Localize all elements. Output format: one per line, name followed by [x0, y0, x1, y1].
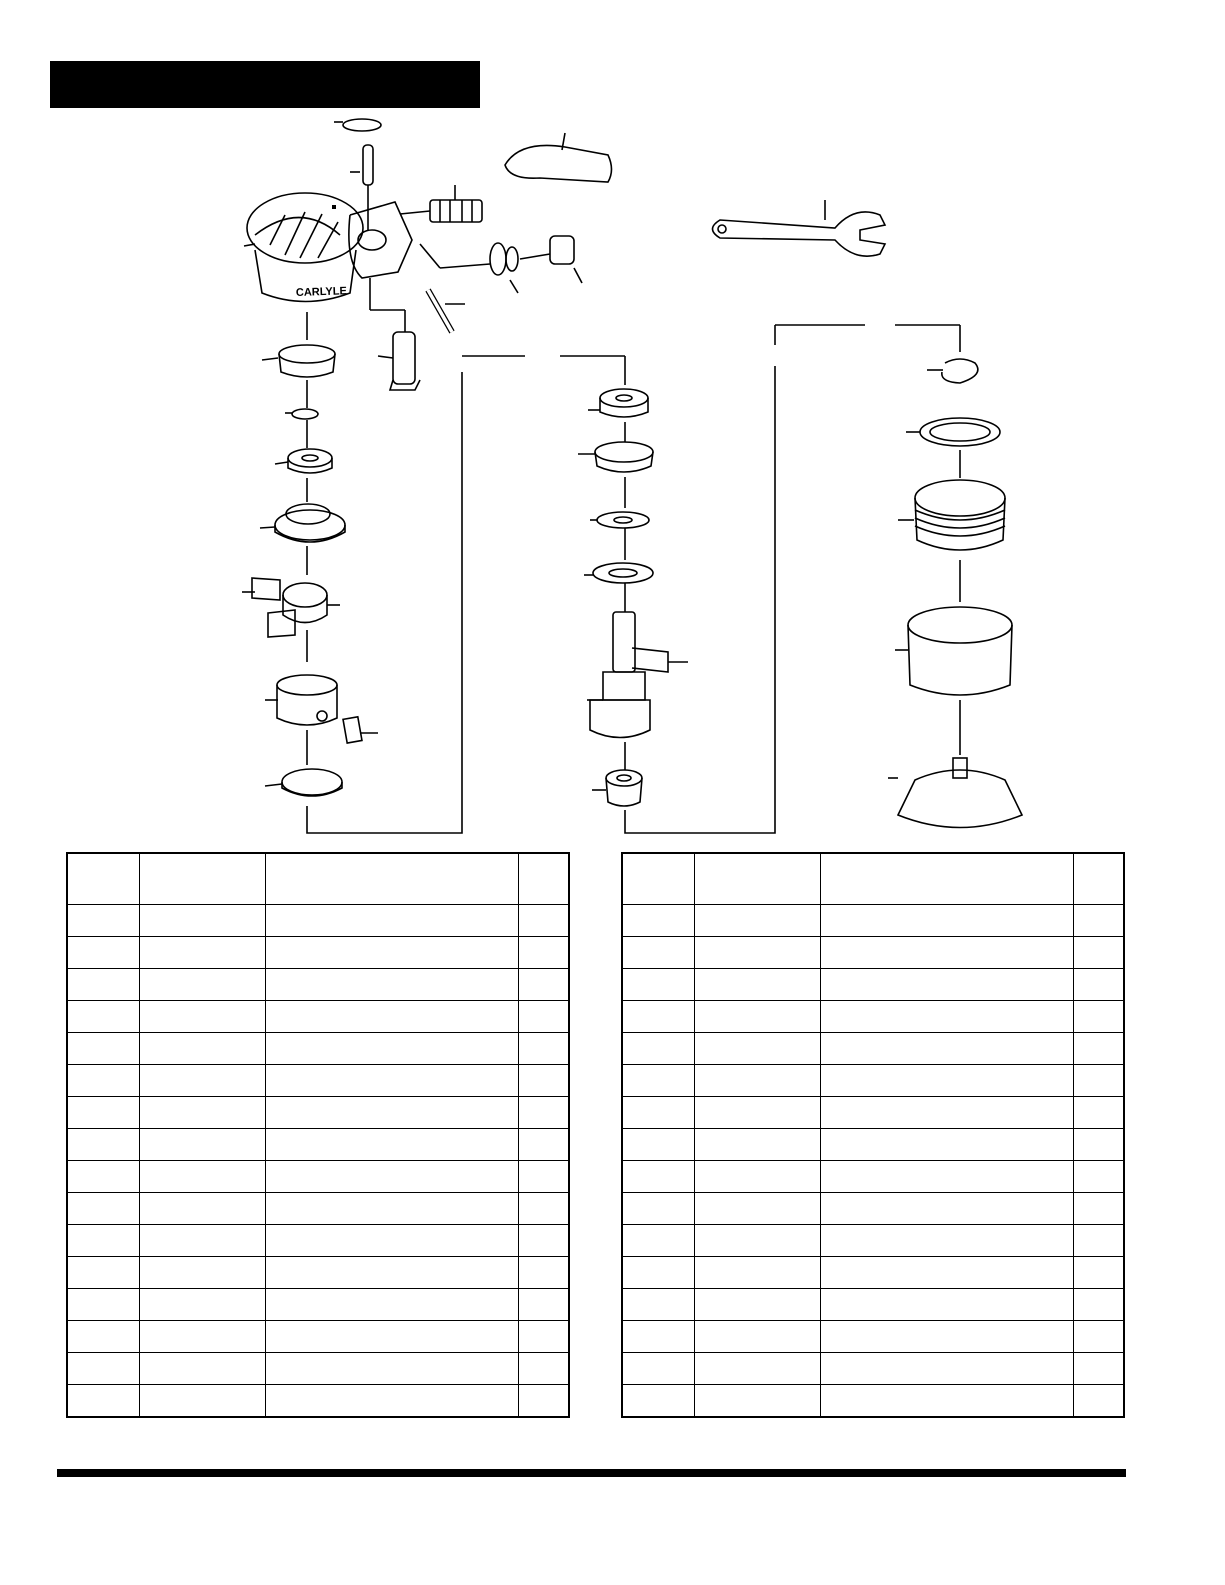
col-header — [695, 853, 820, 905]
valve-stem-part — [363, 145, 373, 185]
table-row — [622, 1289, 1124, 1321]
table-cell — [67, 1385, 140, 1418]
table-cell — [265, 905, 518, 937]
col-header — [140, 853, 265, 905]
table-row — [67, 1129, 569, 1161]
table-cell — [1073, 1289, 1124, 1321]
table-cell — [140, 1097, 265, 1129]
table-row — [67, 1001, 569, 1033]
brand-label: CARLYLE — [295, 285, 348, 299]
table-cell — [820, 1257, 1073, 1289]
mid-bearing-part — [600, 389, 648, 407]
table-row — [67, 969, 569, 1001]
wrench-part — [713, 212, 886, 256]
spacer-part — [593, 563, 653, 583]
table-cell — [695, 1225, 820, 1257]
table-cell — [140, 1385, 265, 1418]
rear-plate-part — [282, 769, 342, 795]
table-cell — [820, 1033, 1073, 1065]
table-cell — [67, 1225, 140, 1257]
table-cell — [518, 1225, 569, 1257]
table-cell — [695, 1385, 820, 1418]
o-ring-part — [343, 119, 381, 131]
air-inlet-part — [430, 200, 482, 222]
col-header — [820, 853, 1073, 905]
parts-table-left — [66, 852, 570, 1418]
table-cell — [265, 1353, 518, 1385]
table-cell — [695, 937, 820, 969]
table-cell — [622, 1033, 695, 1065]
table-header-row — [67, 853, 569, 905]
small-o-ring-part — [292, 409, 318, 419]
table-cell — [622, 1193, 695, 1225]
table-cell — [140, 1161, 265, 1193]
table-cell — [265, 1065, 518, 1097]
table-cell — [67, 1129, 140, 1161]
table-cell — [518, 1161, 569, 1193]
snap-ring-part — [942, 359, 978, 383]
table-cell — [1073, 1097, 1124, 1129]
table-cell — [622, 1097, 695, 1129]
table-cell — [67, 1257, 140, 1289]
table-cell — [140, 1033, 265, 1065]
table-row — [67, 937, 569, 969]
table-cell — [1073, 1321, 1124, 1353]
table-cell — [518, 905, 569, 937]
table-cell — [820, 969, 1073, 1001]
table-row — [622, 1129, 1124, 1161]
table-cell — [622, 1001, 695, 1033]
table-cell — [622, 1353, 695, 1385]
table-cell — [518, 1001, 569, 1033]
table-cell — [1073, 905, 1124, 937]
table-row — [622, 1065, 1124, 1097]
col-header — [265, 853, 518, 905]
table-row — [622, 905, 1124, 937]
table-cell — [622, 1129, 695, 1161]
table-cell — [622, 905, 695, 937]
table-cell — [1073, 1353, 1124, 1385]
table-cell — [518, 1289, 569, 1321]
table-cell — [67, 1353, 140, 1385]
table-header-row — [622, 853, 1124, 905]
table-cell — [518, 937, 569, 969]
rotor-part — [283, 583, 327, 607]
key-part — [343, 717, 362, 743]
table-cell — [67, 1289, 140, 1321]
parts-table-right — [621, 852, 1125, 1418]
table-cell — [265, 1257, 518, 1289]
table-cell — [140, 1001, 265, 1033]
table-cell — [518, 1097, 569, 1129]
table-cell — [820, 1353, 1073, 1385]
table-cell — [67, 1097, 140, 1129]
throttle-valve-part — [393, 332, 415, 384]
table-cell — [622, 1065, 695, 1097]
table-row — [67, 1225, 569, 1257]
table-cell — [67, 937, 140, 969]
table-cell — [820, 1385, 1073, 1418]
table-cell — [1073, 1065, 1124, 1097]
table-cell — [622, 1385, 695, 1418]
bearing-ring-part — [279, 345, 335, 363]
table-cell — [695, 1321, 820, 1353]
washer-part — [597, 512, 649, 528]
table-row — [67, 1289, 569, 1321]
table-row — [622, 1225, 1124, 1257]
table-cell — [820, 1193, 1073, 1225]
table-cell — [518, 1193, 569, 1225]
table-cell — [140, 1193, 265, 1225]
table-cell — [695, 905, 820, 937]
shroud-part — [908, 607, 1012, 643]
table-cell — [820, 1321, 1073, 1353]
table-cell — [67, 1065, 140, 1097]
table-cell — [140, 1353, 265, 1385]
table-row — [67, 1385, 569, 1418]
table-row — [67, 1257, 569, 1289]
table-row — [622, 1353, 1124, 1385]
col-header — [1073, 853, 1124, 905]
spindle-part — [613, 612, 635, 672]
table-cell — [518, 1257, 569, 1289]
table-cell — [518, 1065, 569, 1097]
cylinder-part — [277, 675, 337, 695]
table-cell — [622, 1225, 695, 1257]
table-cell — [265, 1321, 518, 1353]
table-cell — [265, 1193, 518, 1225]
table-cell — [695, 1033, 820, 1065]
table-cell — [1073, 937, 1124, 969]
table-cell — [820, 937, 1073, 969]
vane-part — [252, 578, 280, 600]
table-cell — [1073, 1129, 1124, 1161]
table-row — [622, 1257, 1124, 1289]
table-cell — [695, 1257, 820, 1289]
table-cell — [518, 1353, 569, 1385]
table-cell — [265, 1129, 518, 1161]
cap-part — [550, 236, 574, 264]
threaded-ring-part — [915, 480, 1005, 516]
table-row — [622, 1161, 1124, 1193]
table-cell — [1073, 1257, 1124, 1289]
table-row — [622, 1097, 1124, 1129]
label-tag-part — [505, 145, 612, 182]
table-cell — [695, 1001, 820, 1033]
table-cell — [1073, 1193, 1124, 1225]
table-cell — [695, 1065, 820, 1097]
table-cell — [622, 1257, 695, 1289]
col-header — [622, 853, 695, 905]
table-row — [67, 1193, 569, 1225]
table-cell — [518, 969, 569, 1001]
table-cell — [140, 1225, 265, 1257]
table-cell — [820, 1001, 1073, 1033]
table-cell — [265, 1289, 518, 1321]
table-cell — [622, 969, 695, 1001]
table-cell — [518, 1033, 569, 1065]
table-cell — [67, 905, 140, 937]
table-cell — [820, 1065, 1073, 1097]
table-row — [67, 1033, 569, 1065]
table-cell — [518, 1321, 569, 1353]
table-row — [622, 969, 1124, 1001]
table-cell — [622, 1321, 695, 1353]
table-cell — [140, 969, 265, 1001]
table-cell — [265, 1385, 518, 1418]
table-row — [67, 1321, 569, 1353]
counterweight-part — [603, 672, 645, 700]
table-cell — [265, 969, 518, 1001]
table-row — [622, 1001, 1124, 1033]
table-cell — [820, 905, 1073, 937]
bearing-part — [288, 449, 332, 467]
table-cell — [622, 1161, 695, 1193]
table-cell — [820, 1225, 1073, 1257]
table-cell — [695, 1193, 820, 1225]
table-cell — [695, 1129, 820, 1161]
regulator-part — [490, 243, 506, 275]
table-cell — [265, 1033, 518, 1065]
table-cell — [265, 1161, 518, 1193]
table-cell — [140, 905, 265, 937]
table-row — [67, 1353, 569, 1385]
table-row — [622, 1193, 1124, 1225]
table-cell — [140, 937, 265, 969]
table-cell — [1073, 1033, 1124, 1065]
table-cell — [1073, 1161, 1124, 1193]
table-cell — [67, 1033, 140, 1065]
col-header — [518, 853, 569, 905]
bearing-retainer-part — [595, 442, 653, 462]
table-row — [67, 1097, 569, 1129]
table-cell — [820, 1129, 1073, 1161]
table-cell — [518, 1385, 569, 1418]
lower-bearing-part — [606, 770, 642, 786]
table-row — [622, 1385, 1124, 1418]
table-cell — [67, 1321, 140, 1353]
table-row — [67, 1161, 569, 1193]
table-cell — [265, 1225, 518, 1257]
table-cell — [140, 1129, 265, 1161]
table-cell — [695, 1161, 820, 1193]
table-cell — [140, 1289, 265, 1321]
table-cell — [695, 1097, 820, 1129]
table-cell — [622, 1289, 695, 1321]
table-cell — [140, 1321, 265, 1353]
table-cell — [67, 1001, 140, 1033]
table-cell — [1073, 969, 1124, 1001]
table-cell — [622, 937, 695, 969]
table-cell — [1073, 1225, 1124, 1257]
col-header — [67, 853, 140, 905]
table-cell — [67, 1193, 140, 1225]
table-row — [622, 1033, 1124, 1065]
table-cell — [1073, 1385, 1124, 1418]
table-cell — [67, 1161, 140, 1193]
pad-thread-part — [953, 758, 967, 778]
table-row — [622, 937, 1124, 969]
footer-rule — [57, 1469, 1126, 1477]
table-cell — [820, 1161, 1073, 1193]
table-cell — [695, 1353, 820, 1385]
table-row — [67, 905, 569, 937]
table-cell — [820, 1097, 1073, 1129]
table-cell — [1073, 1001, 1124, 1033]
table-cell — [518, 1129, 569, 1161]
table-cell — [67, 969, 140, 1001]
table-cell — [820, 1289, 1073, 1321]
table-row — [622, 1321, 1124, 1353]
table-cell — [695, 969, 820, 1001]
table-cell — [140, 1065, 265, 1097]
table-cell — [695, 1289, 820, 1321]
table-row — [67, 1065, 569, 1097]
table-cell — [265, 937, 518, 969]
table-cell — [140, 1257, 265, 1289]
table-cell — [265, 1001, 518, 1033]
table-cell — [265, 1097, 518, 1129]
